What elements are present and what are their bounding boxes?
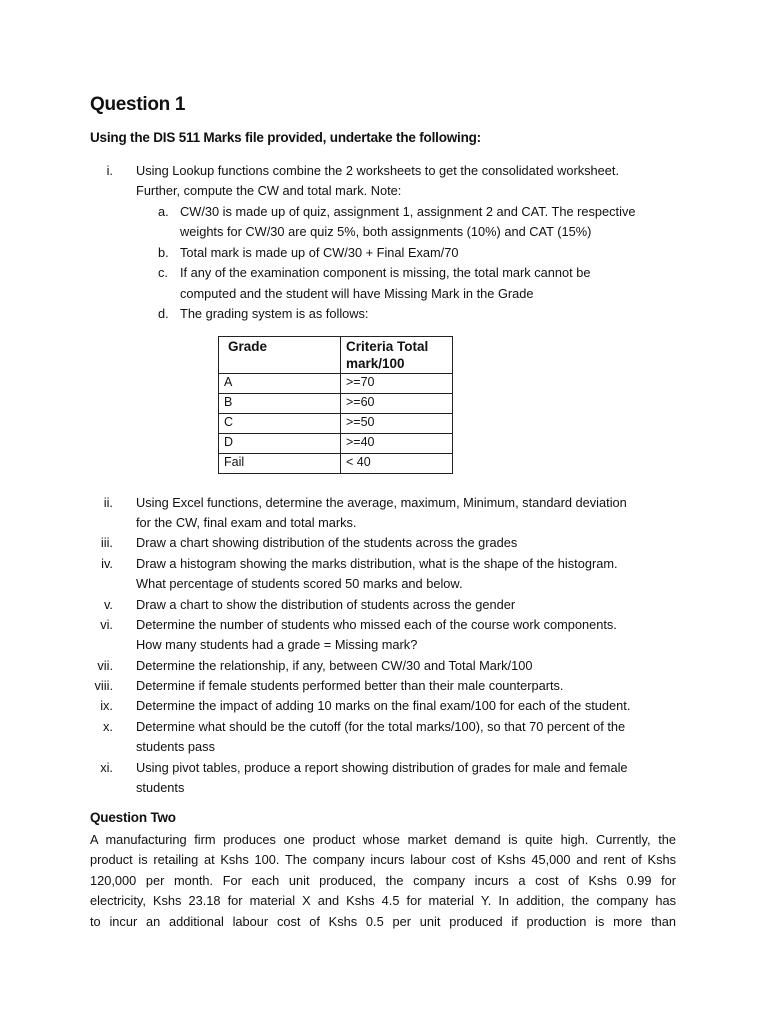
list-item-text: Draw a chart to show the distribution of students across the gender <box>136 597 516 612</box>
paragraph-line: electricity, Kshs 23.18 for material X and Kshs 4.5 for material Y. In addition, the company has <box>90 893 676 908</box>
list-item-number: ix. <box>100 698 113 713</box>
list-item-number: v. <box>103 597 113 612</box>
list-item-text: Draw a histogram showing the marks distribution, what is the shape of the histogram. <box>136 556 618 571</box>
paragraph-line: product is retailing at Kshs 100. The company incurs labour cost of Kshs 45,000 and rent of Kshs <box>90 852 676 867</box>
list-item-text: Determine the number of students who missed each of the course work components. <box>136 617 617 632</box>
grade-cell: D <box>219 434 341 454</box>
grading-table-row <box>219 434 453 454</box>
list-item-number: ii. <box>103 495 113 510</box>
question-1-intro: Using the DIS 511 Marks file provided, undertake the following: <box>90 130 481 145</box>
sub-item-text: CW/30 is made up of quiz, assignment 1, assignment 2 and CAT. The respective <box>180 204 636 219</box>
list-item-text: for the CW, final exam and total marks. <box>136 515 357 530</box>
sub-item-text: If any of the examination component is missing, the total mark cannot be <box>180 265 591 280</box>
list-item-text: Determine the impact of adding 10 marks on the final exam/100 for each of the student. <box>136 698 631 713</box>
list-item-number: vi. <box>100 617 113 632</box>
question-2-title: Question Two <box>90 810 176 825</box>
criteria-cell: >=40 <box>341 434 453 454</box>
list-item-text: Using pivot tables, produce a report showing distribution of grades for male and female <box>136 760 628 775</box>
list-item-number: vii. <box>97 658 113 673</box>
list-item-number: iv. <box>101 556 113 571</box>
question-1-title: Question 1 <box>90 94 186 115</box>
list-item-number: xi. <box>100 760 113 775</box>
sub-item-letter: b. <box>158 245 169 260</box>
sub-item-text: weights for CW/30 are quiz 5%, both assignments (10%) and CAT (15%) <box>180 224 592 239</box>
grade-cell: C <box>219 414 341 434</box>
grading-table-row <box>219 414 453 434</box>
list-item-text: Using Excel functions, determine the average, maximum, Minimum, standard deviation <box>136 495 627 510</box>
paragraph-line: A manufacturing firm produces one product whose market demand is quite high. Currently, the <box>90 832 676 847</box>
paragraph-line: to incur an additional labour cost of Kshs 0.5 per unit produced if production is more than <box>90 914 676 929</box>
grading-table-row <box>219 394 453 414</box>
list-item-text: What percentage of students scored 50 marks and below. <box>136 576 463 591</box>
header-grade: Grade <box>219 337 341 374</box>
sub-item-letter: d. <box>158 306 169 321</box>
list-item-text: Determine the relationship, if any, between CW/30 and Total Mark/100 <box>136 658 533 673</box>
list-item-number: x. <box>103 719 113 734</box>
criteria-cell: >=50 <box>341 414 453 434</box>
sub-item-text: computed and the student will have Missing Mark in the Grade <box>180 286 534 301</box>
grading-table-row <box>219 454 453 474</box>
grading-table-header <box>219 337 453 374</box>
list-item-text: Using Lookup functions combine the 2 worksheets to get the consolidated worksheet. <box>136 163 620 178</box>
paragraph-line: 120,000 per month. For each unit produced, the company incurs a cost of Kshs 0.99 for <box>90 873 676 888</box>
criteria-cell: < 40 <box>341 454 453 474</box>
list-item-text: Further, compute the CW and total mark. Note: <box>136 183 402 198</box>
list-item-text: Draw a chart showing distribution of the students across the grades <box>136 535 518 550</box>
criteria-cell: >=70 <box>341 374 453 394</box>
list-item-text: Determine if female students performed better than their male counterparts. <box>136 678 564 693</box>
sub-item-letter: a. <box>158 204 169 219</box>
list-item-number: iii. <box>100 535 113 550</box>
sub-item-text: The grading system is as follows: <box>180 306 369 321</box>
header-criteria: Criteria Total mark/100 <box>341 337 453 374</box>
grade-cell: Fail <box>219 454 341 474</box>
sub-item-letter: c. <box>158 265 168 280</box>
list-item-text: How many students had a grade = Missing mark? <box>136 637 418 652</box>
list-item-number: i. <box>106 163 113 178</box>
list-item-text: students pass <box>136 739 215 754</box>
list-item-number: viii. <box>94 678 113 693</box>
criteria-cell: >=60 <box>341 394 453 414</box>
grading-table <box>218 336 453 474</box>
grade-cell: B <box>219 394 341 414</box>
list-item-text: Determine what should be the cutoff (for the total marks/100), so that 70 percent of the <box>136 719 626 734</box>
sub-item-text: Total mark is made up of CW/30 + Final Exam/70 <box>180 245 459 260</box>
grading-table-row <box>219 374 453 394</box>
grade-cell: A <box>219 374 341 394</box>
list-item-text: students <box>136 780 185 795</box>
